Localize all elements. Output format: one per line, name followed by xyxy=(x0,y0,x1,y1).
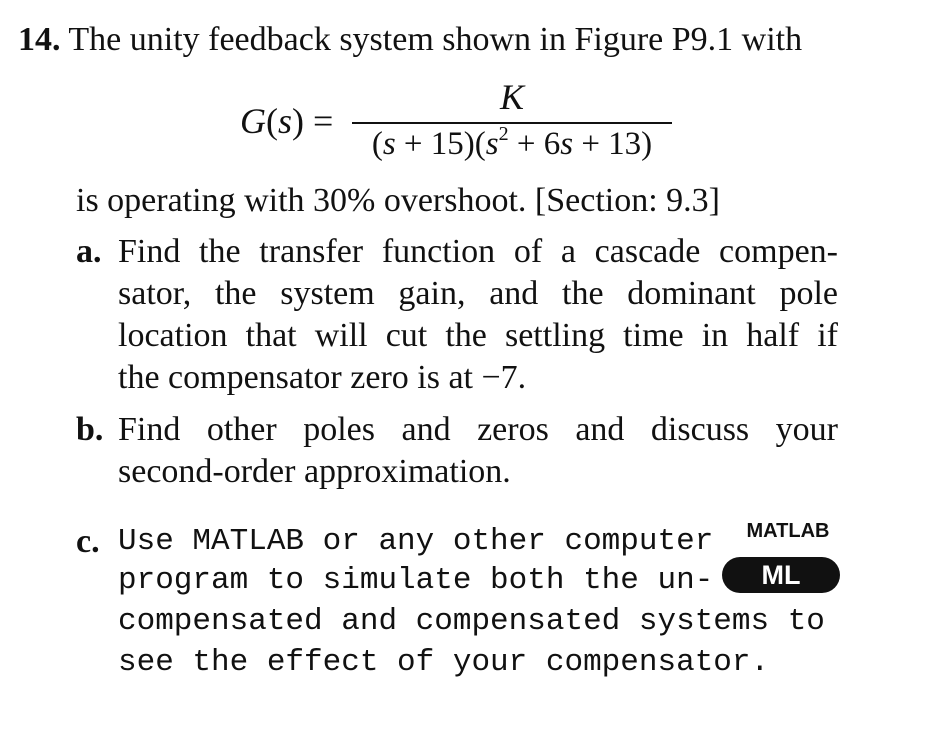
part-c-label: c. xyxy=(76,523,100,560)
equation-fraction xyxy=(352,78,672,168)
problem-header xyxy=(18,20,802,60)
part-a-line-3: location that will cut the settling time in half if xyxy=(118,317,838,354)
part-a-line-1: Find the transfer function of a cascade compen- xyxy=(118,233,838,270)
part-c-line-3: compensated and compensated systems to xyxy=(118,604,825,639)
matlab-caption: MATLAB xyxy=(746,520,830,542)
equation-lhs: G(s) = xyxy=(240,101,334,141)
part-c-line-4: see the effect of your compensator. xyxy=(118,645,770,680)
part-b-line-1: Find other poles and zeros and discuss your xyxy=(118,411,838,448)
part-b-label: b. xyxy=(76,411,104,448)
fraction-bar xyxy=(352,122,672,124)
problem-intro: The unity feedback system shown in Figure P9.1 with xyxy=(68,21,803,58)
problem-condition: is operating with 30% overshoot. [Section: 9.3] xyxy=(76,182,721,219)
equation-numerator: K xyxy=(499,77,524,117)
problem-number: 14. xyxy=(18,21,61,58)
part-b-line-2: second-order approximation. xyxy=(118,453,511,490)
part-c-line-2: program to simulate both the un- xyxy=(118,563,714,598)
ml-badge-icon: ML xyxy=(722,557,840,593)
equation-denominator: $(s + 15)(s^2 + 6s + 13)$ xyxy=(371,123,653,162)
part-c-line-1: Use MATLAB or any other computer xyxy=(118,524,714,559)
part-a-label: a. xyxy=(76,233,102,270)
part-a-line-4: the compensator zero is at −7. xyxy=(118,359,527,396)
part-a-line-2: sator, the system gain, and the dominant pole xyxy=(118,275,838,312)
transfer-function-equation xyxy=(240,78,680,168)
